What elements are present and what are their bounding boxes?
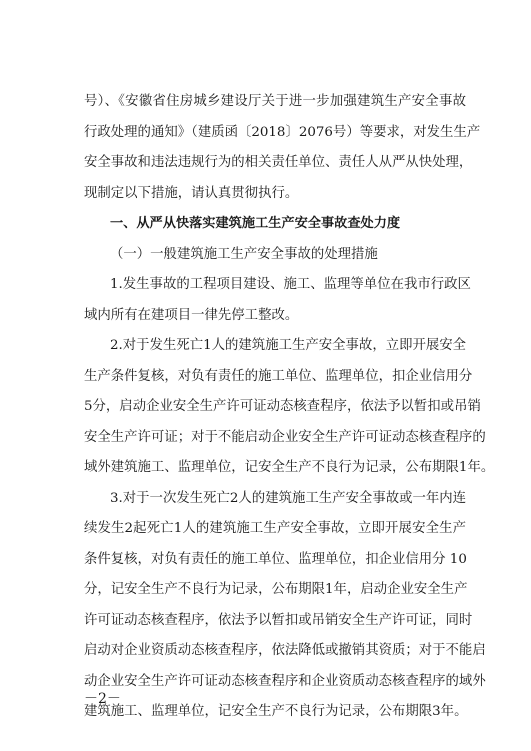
body-text-line: 许可证动态核查程序，依法予以暂扣或吊销安全生产许可证，同时 bbox=[84, 613, 473, 628]
body-text-line: 启动对企业资质动态核查程序，依法降低或撤销其资质；对于不能启 bbox=[84, 643, 486, 658]
body-text-line: 行政处理的通知》（建质函〔2018〕2076号）等要求，对发生生产 bbox=[84, 125, 481, 140]
subsection-heading: （一）一般建筑施工生产安全事故的处理措施 bbox=[110, 247, 378, 262]
body-text-line: 生产条件复核，对负有责任的施工单位、监理单位，扣企业信用分 bbox=[84, 369, 473, 384]
body-text-line: 安全事故和违法违规行为的相关责任单位、责任人从严从快处理， bbox=[84, 155, 473, 170]
body-text-line: 域外建筑施工、监理单位，记安全生产不良行为记录，公布期限1年。 bbox=[84, 460, 495, 475]
body-text-line: 号）、《安徽省住房城乡建设厅关于进一步加强建筑生产安全事故 bbox=[84, 94, 466, 109]
body-text-line: 建筑施工、监理单位，记安全生产不良行为记录，公布期限3年。 bbox=[84, 704, 468, 719]
body-text-line: 1.发生事故的工程项目建设、施工、监理等单位在我市行政区 bbox=[110, 277, 471, 292]
body-text-line: 安全生产许可证；对于不能启动企业安全生产许可证动态核查程序的 bbox=[84, 430, 486, 445]
section-heading: 一、从严从快落实建筑施工生产安全事故查处力度 bbox=[110, 216, 401, 231]
body-text-line: 域内所有在建项目一律先停工整改。 bbox=[84, 308, 299, 323]
page-number: －2－ bbox=[84, 691, 121, 707]
body-text-line: 5分，启动企业安全生产许可证动态核查程序，依法予以暂扣或吊销 bbox=[84, 399, 481, 414]
body-text-line: 分，记安全生产不良行为记录，公布期限1年，启动企业安全生产 bbox=[84, 582, 468, 597]
body-text-line: 现制定以下措施，请认真贯彻执行。 bbox=[84, 186, 299, 201]
body-text-line: 3.对于一次发生死亡2人的建筑施工生产安全事故或一年内连 bbox=[110, 491, 467, 506]
body-text-line: 续发生2起死亡1人的建筑施工生产安全事故，立即开展安全生产 bbox=[84, 521, 466, 536]
body-text-line: 动企业安全生产许可证动态核查程序和企业资质动态核查程序的域外 bbox=[84, 674, 486, 689]
body-text-line: 条件复核，对负有责任的施工单位、监理单位，扣企业信用分 10 bbox=[84, 552, 467, 567]
body-text-line: 2.对于发生死亡1人的建筑施工生产安全事故，立即开展安全 bbox=[110, 338, 467, 353]
